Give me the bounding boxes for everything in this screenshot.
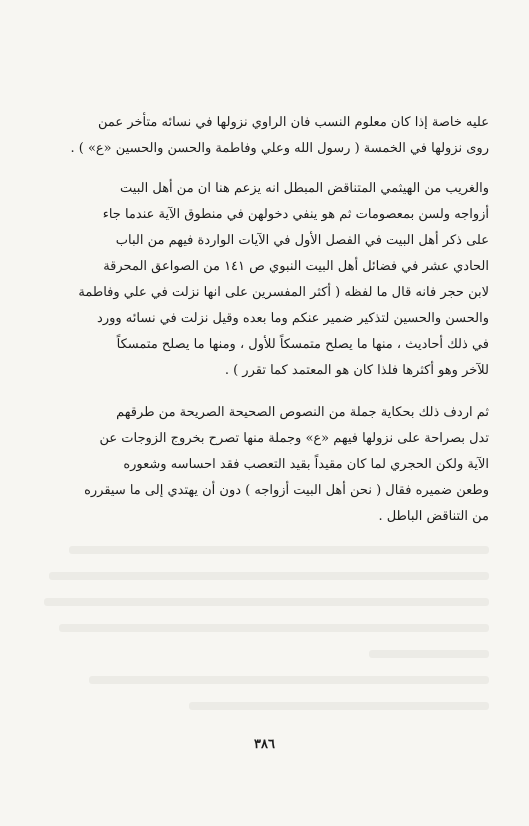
- paragraph-2-line-2: أزواجه ولسن بمعصومات ثم هو ينفي دخولهن في منطوق الآية عندما جاء: [102, 207, 489, 222]
- paragraph-1: [40, 110, 489, 162]
- paragraph-2: [40, 176, 489, 384]
- paragraph-2-line-4: الحادي عشر في فضائل أهل البيت النبوي ص ١٤١ من الصواعق المحرقة: [103, 259, 489, 274]
- paragraph-2-line-8: للآخر وهو أكثرها فلذا كان هو المعتمد كما تقرر ) .: [224, 363, 489, 378]
- paragraph-1-line-2: روى نزولها في الخمسة ( رسول الله وعلي وفاطمة والحسن والحسين «ع» ) .: [70, 141, 489, 156]
- paragraph-3-line-3: الآية ولكن الحجري لما كان مقيداً بقيد التعصب فقد احساسه وشعوره: [123, 457, 489, 472]
- bleed-line: [40, 536, 489, 562]
- paragraph-2-line-1: والغريب من الهيثمي المتناقض المبطل انه يزعم هنا ان من أهل البيت: [120, 181, 489, 196]
- bleed-line: [40, 692, 489, 718]
- bleed-line: [40, 588, 489, 614]
- paragraph-2-line-5: لابن حجر فانه قال ما لفظه ( أكثر المفسرين على انها نزلت في علي وفاطمة: [78, 285, 489, 300]
- show-through-bleed: [40, 536, 489, 718]
- paragraph-3-line-5: من التناقض الباطل .: [378, 509, 489, 524]
- paragraph-3-line-4: وطعن ضميره فقال ( نحن أهل البيت أزواجه ) دون أن يهتدي إلى ما سيقرره: [84, 483, 489, 498]
- bleed-line: [40, 614, 489, 640]
- paragraph-2-line-7: في ذلك أحاديث ، منها ما يصلح متمسكاً للأول ، ومنها ما يصلح متمسكاً: [116, 337, 489, 352]
- paragraph-3-line-1: ثم اردف ذلك بحكاية جملة من النصوص الصحيحة الصريحة من طرقهم: [116, 405, 489, 420]
- paragraph-3-line-2: تدل بصراحة على نزولها فيهم «ع» وجملة منها تصرح بخروج الزوجات عن: [99, 431, 489, 446]
- bleed-line: [40, 666, 489, 692]
- paragraph-3: [40, 400, 489, 530]
- paragraph-2-line-6: والحسن والحسين لتذكير ضمير عنكم وما بعده وقيل نزلت في نسائه وورد: [97, 311, 489, 326]
- paragraph-1-line-1: عليه خاصة إذا كان معلوم النسب فان الراوي نزولها في نسائه متأخر عمن: [98, 115, 489, 130]
- page-number: ٣٨٦: [254, 737, 275, 752]
- bleed-line: [40, 640, 489, 666]
- paragraph-2-line-3: على ذكر أهل البيت في الفصل الأول في الآيات الواردة فيهم من الباب: [115, 233, 489, 248]
- bleed-line: [40, 562, 489, 588]
